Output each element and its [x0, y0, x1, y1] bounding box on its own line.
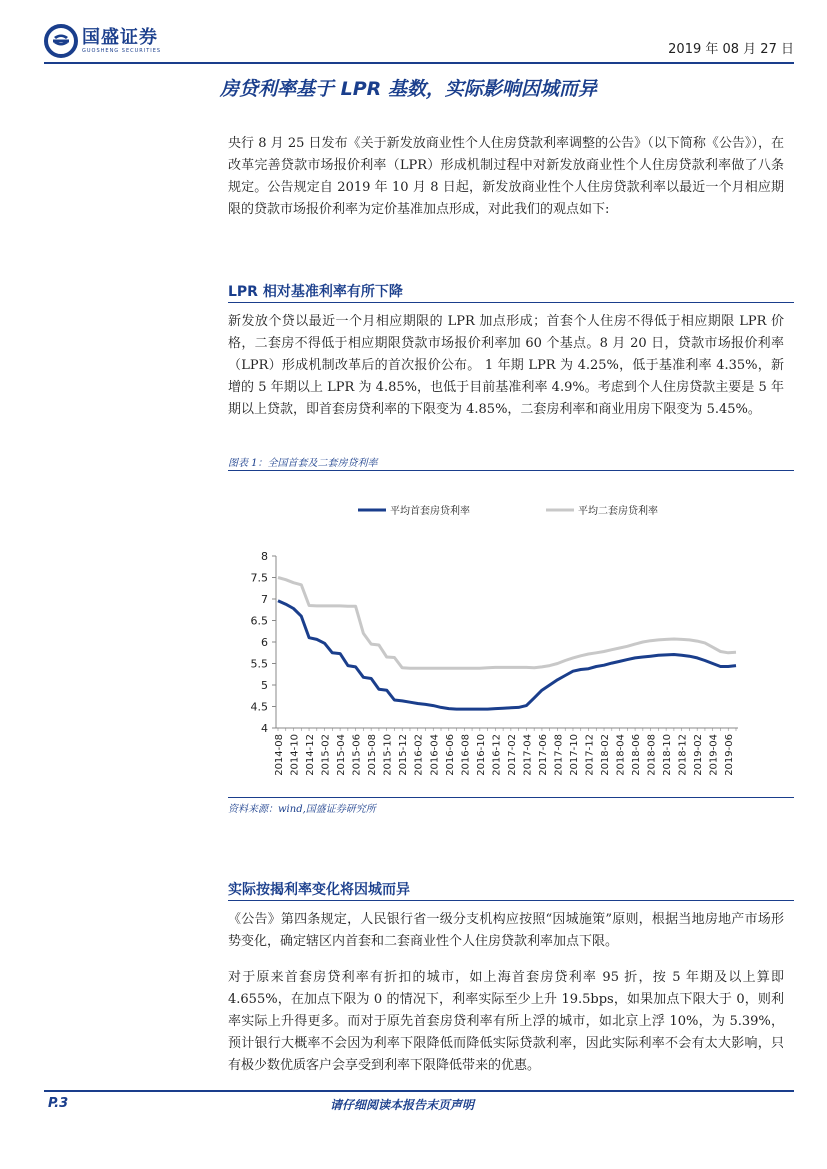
- x-tick-label: 2015-06: [351, 734, 363, 776]
- x-tick-label: 2016-12: [491, 734, 503, 776]
- x-tick-label: 2014-08: [274, 734, 285, 776]
- guosheng-logo-icon: [44, 24, 78, 58]
- x-tick-label: 2015-04: [336, 734, 348, 776]
- section2-heading: 实际按揭利率变化将因城而异: [228, 882, 410, 898]
- intro-paragraph: 央行 8 月 25 日发布《关于新发放商业性个人住房贷款利率调整的公告》（以下简称《公告》），在改革完善贷款市场报价利率（LPR）形成机制过程中对新发放商业性个人住房贷款利率做了八条规定。公告规定自 2019 年 10 月 8 日起，新发放商业性个人住房贷款利率以最近一个月相应期限的贷款市场报价利率为定价基准加点形成，对此我们的观点如下:: [228, 136, 784, 217]
- section2-divider: [228, 900, 794, 901]
- report-date: 2019 年 08 月 27 日: [668, 42, 794, 57]
- x-tick-label: 2016-08: [460, 734, 472, 776]
- x-tick-label: 2015-12: [398, 734, 410, 776]
- x-tick-label: 2017-12: [584, 734, 596, 776]
- x-tick-label: 2015-02: [320, 734, 332, 776]
- figure-bottom-divider: [228, 797, 794, 798]
- x-tick-label: 2019-04: [708, 734, 720, 776]
- x-tick-label: 2017-06: [537, 734, 549, 776]
- y-tick-label: 4: [261, 722, 268, 735]
- logo: [44, 24, 161, 58]
- y-tick-label: 6.5: [250, 614, 268, 628]
- y-tick-label: 4.5: [250, 700, 268, 714]
- header-divider: [44, 62, 794, 64]
- x-tick-label: 2016-06: [444, 734, 456, 776]
- page-header: [44, 24, 794, 60]
- x-tick-label: 2018-12: [677, 734, 689, 776]
- x-tick-label: 2018-04: [615, 734, 627, 776]
- mortgage-rate-chart: [228, 472, 794, 798]
- figure-top-divider: [228, 470, 794, 471]
- legend-label-2: 平均二套房贷利率: [578, 506, 658, 517]
- x-tick-label: 2017-02: [506, 734, 518, 776]
- y-tick-label: 8: [261, 550, 268, 563]
- x-tick-label: 2016-04: [429, 734, 441, 776]
- x-tick-label: 2017-10: [568, 734, 580, 776]
- x-tick-label: 2015-10: [382, 734, 394, 776]
- x-tick-label: 2016-10: [475, 734, 487, 776]
- x-tick-label: 2016-02: [413, 734, 425, 776]
- y-tick-label: 5.5: [250, 657, 268, 671]
- section1-paragraph: 新发放个贷以最近一个月相应期限的 LPR 加点形成；首套个人住房不得低于相应期限 LPR 价格，二套房不得低于相应期限贷款市场报价利率加 60 个基点。8 月 20 日，贷款市场报价利率（LPR）形成机制改革后的首次报价公布。 1 年期 LPR 为 4.25%，低于基准利率 4.35%，新增的 5 年期以上 LPR 为 4.85%，也低于目前基准利率 4.9%。考虑到个人住房贷款主要是 5 年期以上贷款，即首套房贷利率的下限变为 4.85%，二套房利率和商业用房下限变为 5.45%。: [228, 314, 784, 417]
- logo-name-en: GUOSHENG SECURITIES: [82, 47, 162, 54]
- footer-disclaimer: 请仔细阅读本报告末页声明: [330, 1098, 475, 1112]
- section2-paragraph-2: 对于原来首套房贷利率有折扣的城市，如上海首套房贷利率 95 折，按 5 年期及以上算即 4.655%，在加点下限为 0 的情况下，利率实际至少上升 19.5bps，如果加点下限大于 0，则利率实际上升得更多。而对于原先首套房贷利率有所上浮的城市，如北京上浮 10%，为 5.39%，预计银行大概率不会因为利率下限降低而降低实际贷款利率，因此实际利率不会有太大影响，只有极少数优质客户会享受到利率下限降低带来的优惠。: [228, 970, 784, 1073]
- x-tick-label: 2019-06: [724, 734, 736, 776]
- footer-divider: [44, 1090, 794, 1092]
- x-tick-label: 2015-08: [367, 734, 379, 776]
- logo-name-cn: 国盛证券: [82, 26, 158, 48]
- y-tick-label: 6: [261, 636, 268, 649]
- figure-source: 资料来源：wind,国盛证券研究所: [228, 804, 376, 815]
- x-tick-label: 2018-08: [646, 734, 658, 776]
- figure-caption: 图表 1：全国首套及二套房贷利率: [228, 458, 378, 469]
- page-number: P.3: [48, 1096, 69, 1111]
- legend-label-1: 平均首套房贷利率: [390, 506, 470, 517]
- y-tick-label: 7: [261, 593, 268, 606]
- x-tick-label: 2014-10: [289, 734, 301, 776]
- x-tick-label: 2017-08: [553, 734, 565, 776]
- series-line-1: [278, 601, 736, 709]
- x-tick-label: 2018-06: [631, 734, 643, 776]
- page-title: 房贷利率基于 LPR 基数，实际影响因城而异: [220, 78, 597, 100]
- x-tick-label: 2014-12: [305, 734, 317, 776]
- x-tick-label: 2019-02: [693, 734, 705, 776]
- x-tick-label: 2017-04: [522, 734, 534, 776]
- section1-heading: LPR 相对基准利率有所下降: [228, 284, 403, 300]
- x-tick-label: 2018-10: [662, 734, 674, 776]
- section1-divider: [228, 302, 794, 303]
- y-tick-label: 7.5: [250, 571, 268, 585]
- x-tick-label: 2018-02: [600, 734, 612, 776]
- section2-paragraph-1: 《公告》第四条规定，人民银行省一级分支机构应按照“因城施策”原则，根据当地房地产市场形势变化，确定辖区内首套和二套商业性个人住房贷款利率加点下限。: [228, 912, 784, 949]
- y-tick-label: 5: [261, 679, 268, 692]
